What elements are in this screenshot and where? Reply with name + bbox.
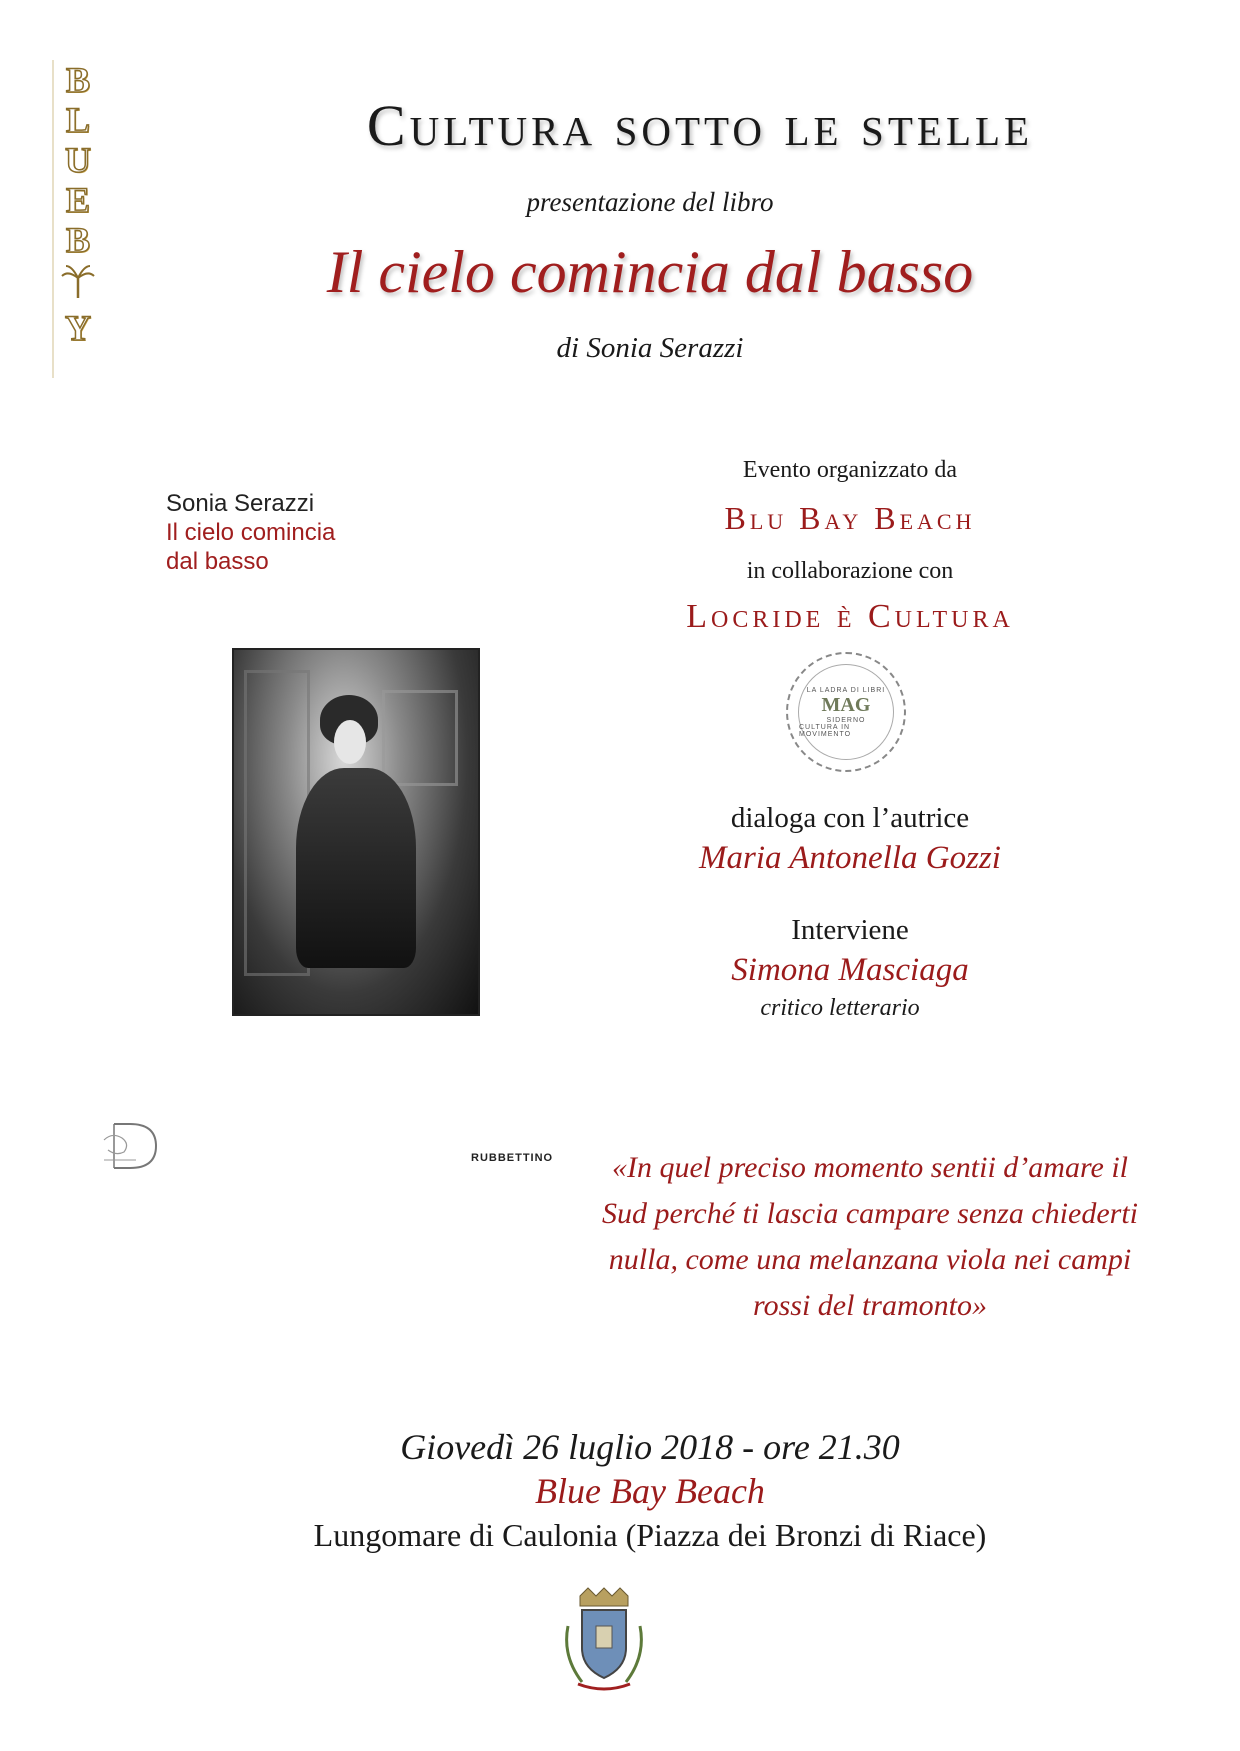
event-address: Lungomare di Caulonia (Piazza dei Bronzi di Riace): [313, 1517, 987, 1553]
publisher-name: RUBBETTINO: [471, 1152, 554, 1164]
dialog-name: Maria Antonella Gozzi: [699, 840, 1001, 876]
palm-tree-icon: [54, 260, 102, 308]
photo-frame-decor: [382, 690, 458, 786]
cover-title-line: dal basso: [166, 548, 269, 575]
photo-figure: [296, 768, 416, 968]
quote-line: nulla, come una melanzana viola nei campi: [608, 1243, 1132, 1276]
seal-top-text: LA LADRA DI LIBRI: [806, 686, 886, 694]
book-title: Il cielo comincia dal basso: [326, 239, 974, 305]
seal-center-text: MAG: [821, 693, 871, 716]
event-venue: Blue Bay Beach: [535, 1471, 765, 1511]
logo-letter: U: [65, 140, 91, 180]
collab-name: Locride è Cultura: [686, 598, 1014, 635]
event-title: Cultura sotto le stelle: [366, 93, 1034, 158]
intervention-role: critico letterario: [760, 995, 920, 1021]
intervention-label: Interviene: [791, 914, 909, 946]
logo-letter: B: [65, 60, 90, 100]
quote-line: «In quel preciso momento sentii d’amare il: [611, 1151, 1129, 1184]
logo-letter: L: [65, 100, 90, 140]
organizer-label: Evento organizzato da: [742, 457, 958, 483]
mag-seal-logo: [786, 652, 906, 772]
book-quote: [560, 1145, 1180, 1329]
logo-letter: E: [65, 180, 90, 220]
cover-title-line: Il cielo comincia: [166, 519, 336, 546]
seal-inner: [798, 664, 894, 760]
intervention-name: Simona Masciaga: [731, 952, 969, 988]
logo-letter: Y: [65, 308, 91, 348]
logo-letter: B: [65, 220, 90, 260]
author-line: di Sonia Serazzi: [556, 332, 744, 364]
cover-photo: [232, 648, 480, 1016]
cover-title: [166, 518, 335, 576]
d-logo-icon: [100, 1120, 160, 1172]
quote-line: rossi del tramonto»: [753, 1289, 987, 1322]
quote-line: Sud perché ti lascia campare senza chiederti: [602, 1197, 1138, 1230]
town-crest-icon: [558, 1586, 650, 1694]
seal-bottom-text: CULTURA IN MOVIMENTO: [799, 723, 852, 738]
organizer-name: Blu Bay Beach: [724, 500, 976, 536]
bluebay-logo: [52, 60, 102, 378]
collab-label: in collaborazione con: [746, 558, 954, 584]
seal-place-text: SIDERNO: [826, 716, 866, 724]
subtitle: presentazione del libro: [526, 187, 774, 217]
cover-author: Sonia Serazzi: [166, 490, 315, 517]
photo-figure: [334, 720, 366, 764]
event-date: Giovedì 26 luglio 2018 - ore 21.30: [400, 1427, 900, 1467]
dialog-label: dialoga con l’autrice: [730, 802, 970, 834]
